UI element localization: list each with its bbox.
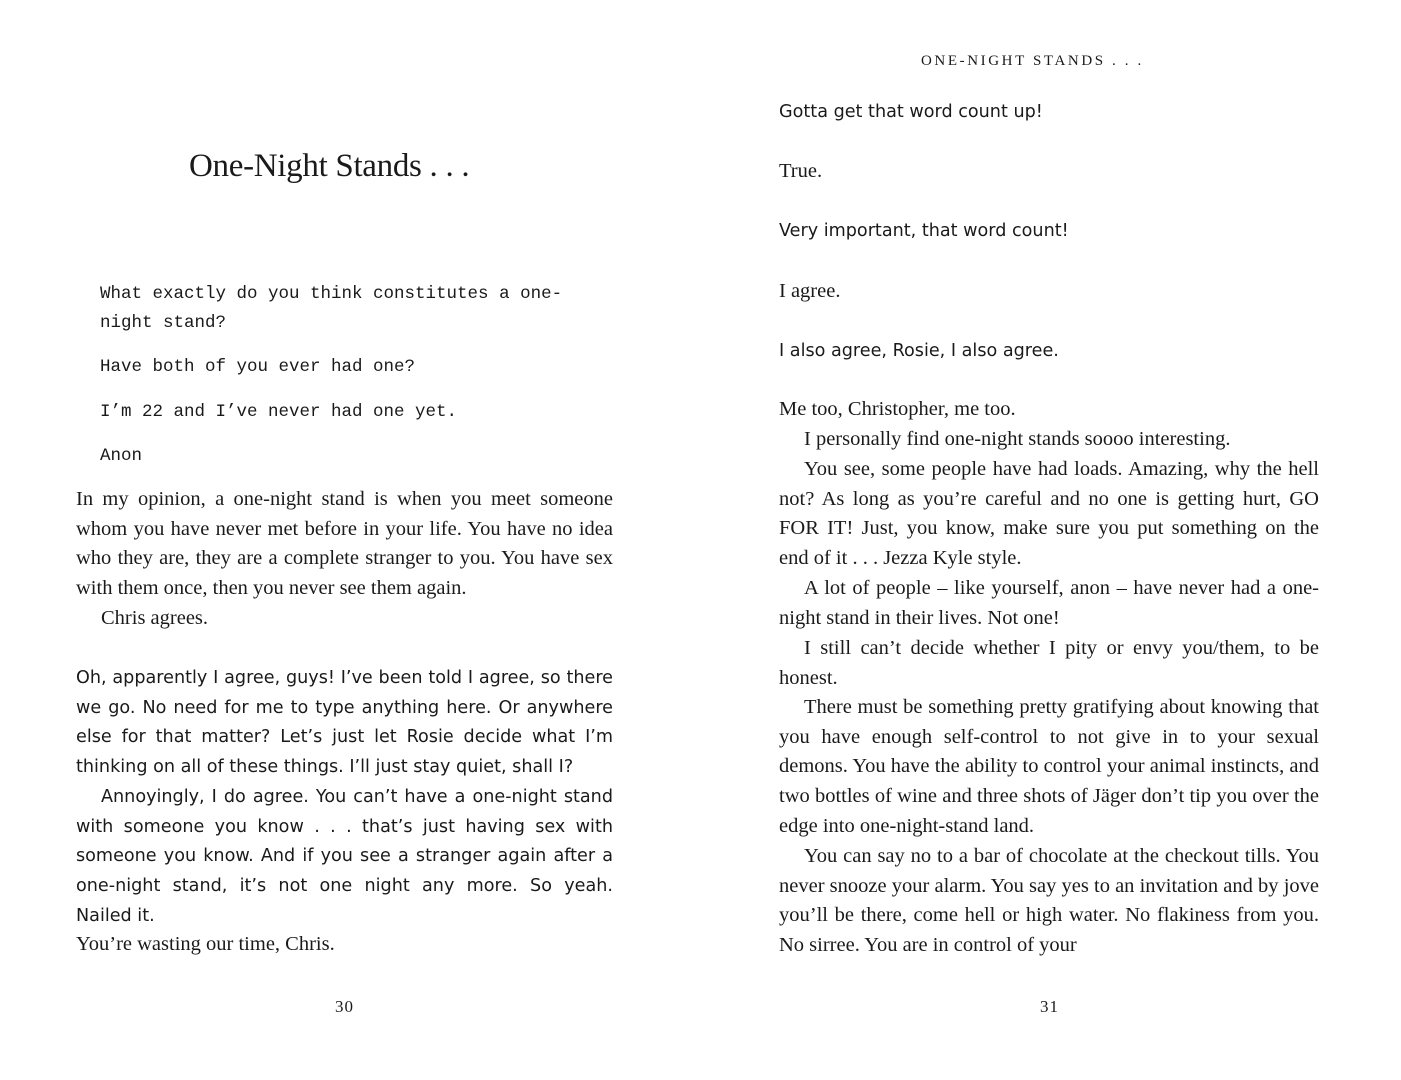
chris-line: Gotta get that word count up! [779,102,1043,122]
rosie-line: I agree. [779,280,841,302]
rosie-paragraph: I still can’t decide whether I pity or envy you/them, to be honest. [779,637,1319,689]
question-line: Have both of you ever had one? [100,357,416,377]
rosie-line: True. [779,160,823,182]
chris-paragraph: Annoyingly, I do agree. You can’t have a one-night stand with someone you know . . . that’s just having sex with someone you know. And if you see a stranger again after a one-night stand, it’s not one night any more. So yeah. Nailed it. [76,787,613,926]
rosie-paragraph: You can say no to a bar of chocolate at the checkout tills. You never snooze your alarm. You say yes to an invitation and by jove you’ll be there, come hell or high water. No flakiness from you. No sirree. You are in control of your [779,845,1319,957]
question-signature: Anon [100,446,143,466]
rosie-paragraph: There must be something pretty gratifying about knowing that you have enough self-control to not give in to your sexual demons. You have the ability to control your animal instincts, and two bottles of wine and three shots of Jäger don’t tip you over the edge into one-night-stand land. [779,696,1319,837]
chris-line: Very important, that word count! [779,221,1069,241]
left-page [0,0,700,1080]
chris-line: I also agree, Rosie, I also agree. [779,341,1059,361]
rosie-paragraph: In my opinion, a one-night stand is when you meet someone whom you have never met before in your life. You have no idea who they are, they are a complete stranger to you. You have sex with them once, then you never see them again. [76,488,613,600]
rosie-paragraph: Me too, Christopher, me too. [779,398,1016,420]
question-line: night stand? [100,313,227,333]
chris-paragraph: Oh, apparently I agree, guys! I’ve been told I agree, so there we go. No need for me to type anything here. Or anywhere else for that matter? Let’s just let Rosie decide what I’m thinking on all of these things. I’ll just stay quiet, shall I? [76,668,613,778]
running-head: ONE-NIGHT STANDS . . . [921,53,1144,69]
page-number: 31 [1040,997,1059,1016]
rosie-paragraph: You’re wasting our time, Chris. [76,933,335,955]
question-line: What exactly do you think constitutes a one- [100,284,563,304]
question-line: I’m 22 and I’ve never had one yet. [100,402,458,422]
rosie-paragraph: You see, some people have had loads. Amazing, why the hell not? As long as you’re careful and no one is getting hurt, GO FOR IT! Just, you know, make sure you put something on the end of it . . . Jezza Kyle style. [779,458,1319,570]
page-number: 30 [335,997,354,1016]
rosie-paragraph: I personally find one-night stands soooo interesting. [804,428,1231,450]
rosie-paragraph: A lot of people – like yourself, anon – have never had a one-night stand in their lives. Not one! [779,577,1319,629]
right-page [700,0,1400,1080]
rosie-paragraph: Chris agrees. [101,607,209,629]
chapter-title: One-Night Stands . . . [189,148,470,184]
